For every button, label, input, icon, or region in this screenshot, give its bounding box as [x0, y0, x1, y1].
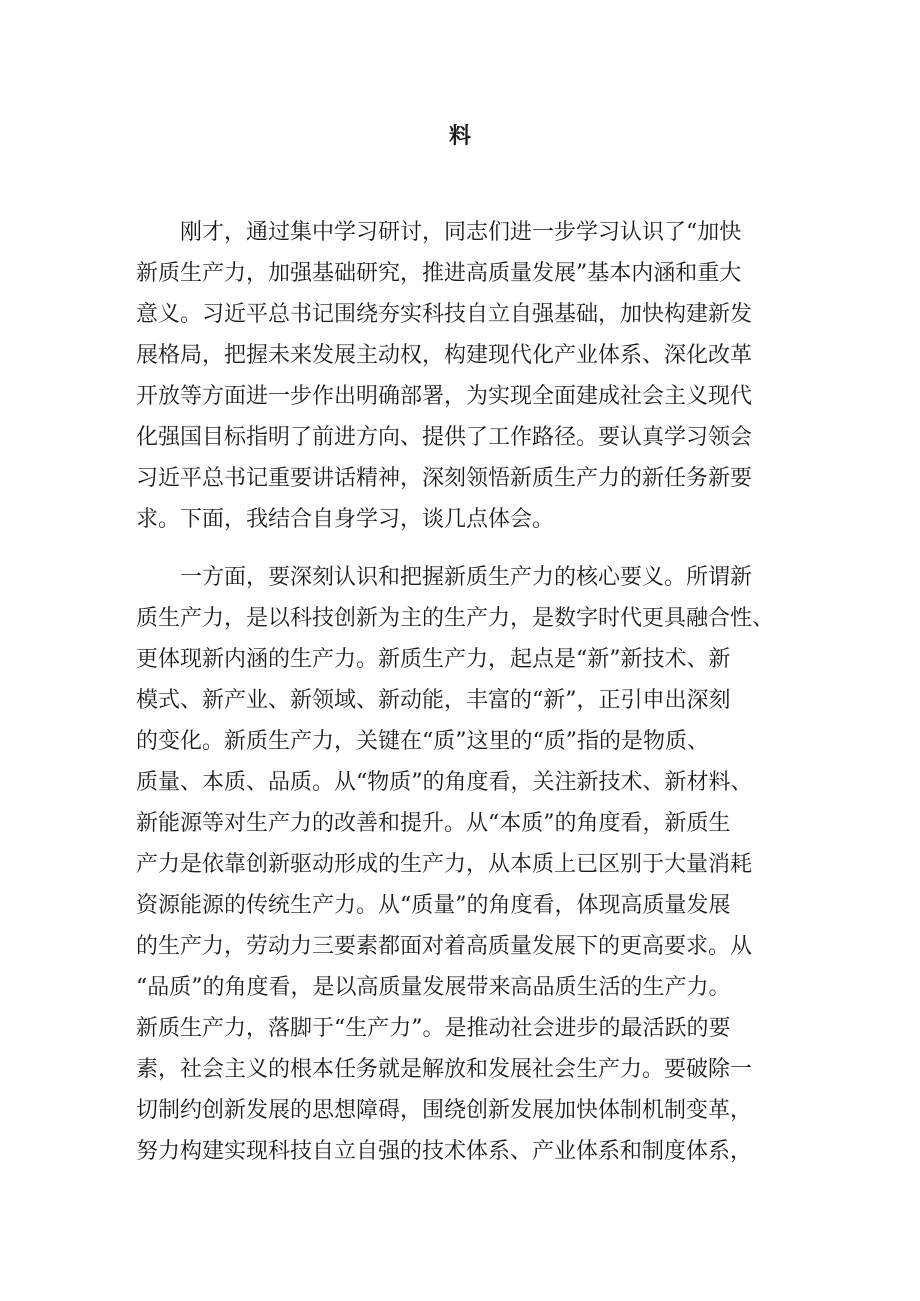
text-line: 展格局，把握未来发展主动权，构建现代化产业体系、深化改革	[136, 343, 753, 368]
text-line: 习近平总书记重要讲话精神，深刻领悟新质生产力的新任务新要	[136, 466, 753, 491]
text-line: 求。下面，我结合自身学习，谈几点体会。	[136, 507, 555, 532]
text-line: 新质生产力，加强基础研究，推进高质量发展”基本内涵和重大	[136, 261, 742, 286]
text-line: 化强国目标指明了前进方向、提供了工作路径。要认真学习领会	[136, 425, 753, 450]
text-line: 一方面，要深刻认识和把握新质生产力的核心要义。所谓新	[136, 565, 753, 590]
text-line: 刚才，通过集中学习研讨，同志们进一步学习认识了“加快	[136, 220, 742, 245]
text-line: 的变化。新质生产力，关键在“质”这里的“质”指的是物质、	[136, 729, 709, 754]
text-line: 产力是依靠创新驱动形成的生产力，从本质上已区别于大量消耗	[136, 852, 753, 877]
text-line: 开放等方面进一步作出明确部署，为实现全面建成社会主义现代	[136, 384, 753, 409]
text-line: 质生产力，是以科技创新为主的生产力，是数字时代更具融合性、	[136, 606, 775, 631]
text-line: 新质生产力，落脚于“生产力”。是推动社会进步的最活跃的要	[136, 1016, 731, 1041]
text-line: 的生产力，劳动力三要素都面对着高质量发展下的更高要求。从	[136, 934, 753, 959]
text-line: 意义。习近平总书记围绕夯实科技自立自强基础，加快构建新发	[136, 302, 753, 327]
page-title: 料	[448, 123, 471, 149]
text-line: 模式、新产业、新领域、新动能，丰富的“新”，正引申出深刻	[136, 688, 731, 713]
text-line: 质量、本质、品质。从“物质”的角度看，关注新技术、新材料、	[136, 770, 753, 795]
text-line: 更体现新内涵的生产力。新质生产力，起点是“新”新技术、新	[136, 647, 731, 672]
text-line: “品质”的角度看，是以高质量发展带来高品质生活的生产力。	[136, 975, 731, 1000]
text-line: 资源能源的传统生产力。从“质量”的角度看，体现高质量发展	[136, 893, 731, 918]
text-line: 切制约创新发展的思想障碍，围绕创新发展加快体制机制变革，	[136, 1098, 753, 1123]
text-line: 新能源等对生产力的改善和提升。从“本质”的角度看，新质生	[136, 811, 731, 836]
text-line: 努力构建实现科技自立自强的技术体系、产业体系和制度体系，	[136, 1139, 753, 1164]
text-line: 素，社会主义的根本任务就是解放和发展社会生产力。要破除一	[136, 1057, 753, 1082]
